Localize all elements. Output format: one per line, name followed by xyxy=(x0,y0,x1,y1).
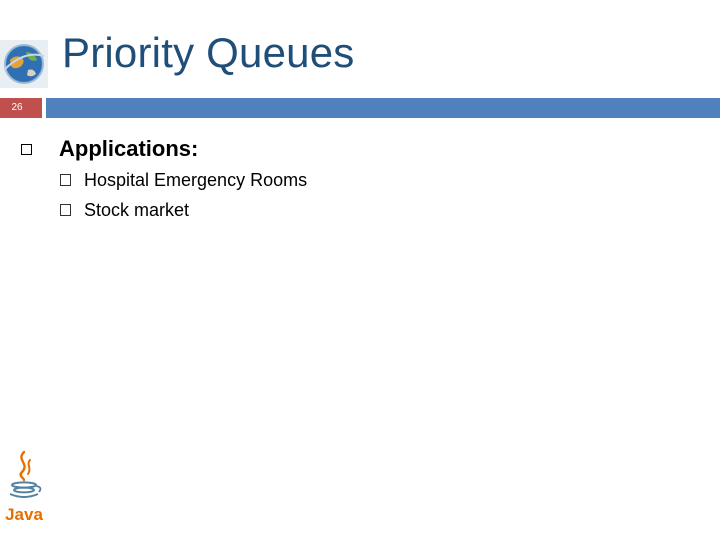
sub-bullet-square-icon xyxy=(60,204,71,216)
slide-title: Priority Queues xyxy=(62,29,355,76)
bullet-text: Applications: xyxy=(59,136,199,161)
java-logo xyxy=(2,450,46,526)
bullet-square-icon xyxy=(21,144,32,155)
sub-bullet-square-icon xyxy=(60,174,71,186)
sub-bullet-item xyxy=(60,168,560,192)
sub-bullet-text: Hospital Emergency Rooms xyxy=(84,170,308,190)
sub-bullet-text: Stock market xyxy=(84,200,190,220)
sub-bullet-item xyxy=(60,198,560,222)
slide-number: 26 xyxy=(11,102,23,113)
globe-icon xyxy=(0,40,48,88)
header-divider-bar xyxy=(46,98,720,118)
java-logo-text: Java xyxy=(5,505,43,524)
